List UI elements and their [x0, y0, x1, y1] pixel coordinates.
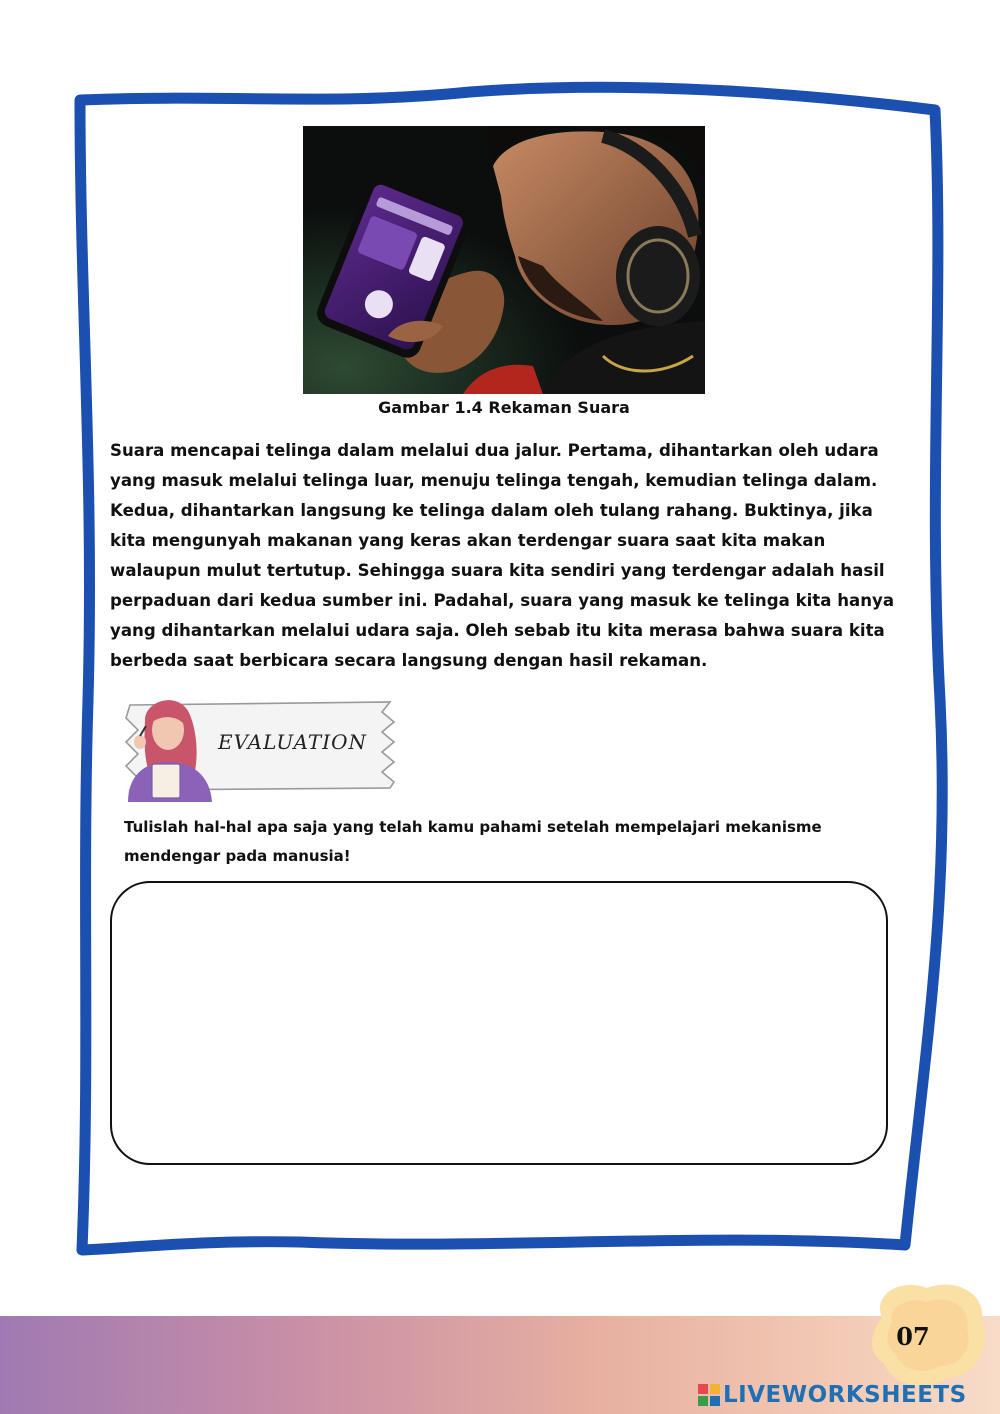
- answer-box: [110, 881, 888, 1165]
- evaluation-question: Tulislah hal-hal apa saja yang telah kamu pahami setelah mempelajari mekanisme mendengar pada manusia!: [124, 818, 822, 865]
- liveworksheets-logo-icon: [698, 1384, 720, 1406]
- brand-label: LIVEWORKSHEETS: [723, 1382, 967, 1408]
- body-paragraph: Suara mencapai telinga dalam melalui dua jalur. Pertama, dihantarkan oleh udara yang masuk melalui telinga luar, menuju telinga tengah, kemudian telinga dalam. Kedua, dihantarkan langsung ke telinga dalam oleh tulang rahang. Buktinya, jika kita mengunyah makanan yang keras akan terdengar suara saat kita makan walaupun mulut tertutup. Sehingga suara kita sendiri yang terdengar adalah hasil perpaduan dari kedua sumber ini. Padahal, suara yang masuk ke telinga kita hanya yang dihantarkan melalui udara saja. Oleh sebab itu kita merasa bahwa suara kita berbeda saat berbicara secara langsung dengan hasil rekaman.: [110, 441, 895, 670]
- liveworksheets-brand[interactable]: [698, 1380, 967, 1410]
- evaluation-title: EVALUATION: [218, 730, 368, 754]
- figure-caption: Gambar 1.4 Rekaman Suara: [378, 398, 630, 417]
- page-number: 07: [896, 1322, 930, 1351]
- photo-voice-recording: [303, 126, 705, 394]
- answer-input[interactable]: [112, 883, 886, 1163]
